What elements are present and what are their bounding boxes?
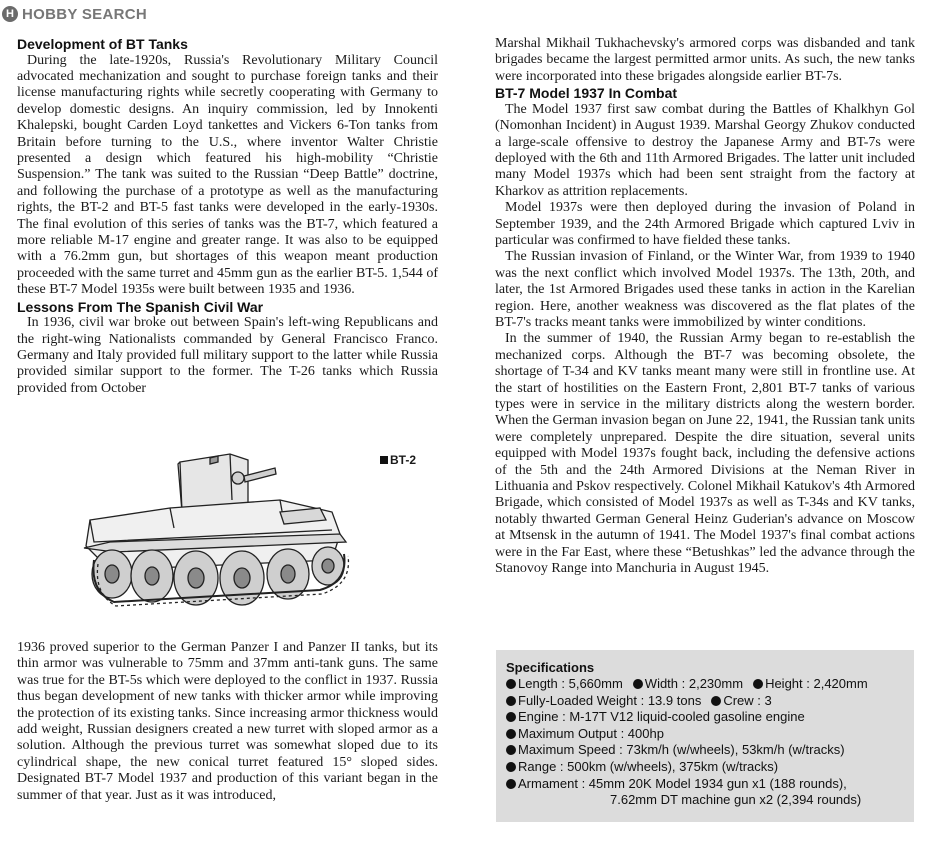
- spec-armament-2: 7.62mm DT machine gun x2 (2,394 rounds): [610, 792, 862, 808]
- spec-row-engine: [506, 709, 914, 726]
- spec-weight: Fully-Loaded Weight : 13.9 tons: [518, 692, 702, 708]
- spec-output: Maximum Output : 400hp: [518, 725, 664, 741]
- spec-range: Range : 500km (w/wheels), 375km (w/tracks): [518, 758, 779, 774]
- right-column: [495, 36, 915, 578]
- paragraph-tukhachevsky: Marshal Mikhail Tukhachevsky's armored corps was disbanded and tank brigades became the largest permitted armor units. As such, the new tanks were incorporated into these brigades alongside earlier BT-7s.: [495, 36, 915, 84]
- site-logo-text[interactable]: HOBBY SEARCH: [22, 5, 148, 23]
- paragraph-new-turret: 1936 proved superior to the German Panzer I and Panzer II tanks, but its thin armor was vulnerable to 75mm and 37mm anti-tank guns. The same was true for the BT-5s which were deployed to the conflict in 1937. Russia thus began development of new tanks with thicker armor while improving the protection of its existing tanks. Since increasing armor thickness would add weight, Russian designers created a new turret with sloped armor as a solution. Although the previous turret was somewhat sloped due to its cylindrical shape, the new conical turret featured 15° sloped sides. Designated BT-7 Model 1937 and production of this variant began in the summer of that year. Just as it was introduced,: [17, 640, 438, 803]
- spec-width: Width : 2,230mm: [644, 676, 744, 691]
- left-column-top: [17, 36, 438, 397]
- paragraph-spanish-civil-war: In 1936, civil war broke out between Spain's left-wing Republicans and the right-wing Nationalists commanded by General Francisco Franco. Germany and Italy provided full military support to the latter while Russia provided similar support to the former. The T-26 tanks which Russia provided from October: [17, 315, 438, 396]
- bullet-icon: [506, 762, 516, 772]
- spec-crew: Crew : 3: [723, 692, 772, 708]
- logo-icon: H: [2, 6, 18, 22]
- bullet-icon: [711, 696, 721, 706]
- heading-development: Development of BT Tanks: [17, 36, 188, 52]
- spec-height: Height : 2,420mm: [765, 676, 868, 691]
- spec-speed: Maximum Speed : 73km/h (w/wheels), 53km/h (w/tracks): [518, 742, 845, 758]
- bullet-icon: [753, 679, 763, 689]
- figure-label-text: BT-2: [390, 453, 417, 467]
- spec-engine: Engine : M-17T V12 liquid-cooled gasoline engine: [518, 709, 805, 725]
- site-header: [2, 2, 147, 26]
- spec-row-range: [506, 759, 914, 776]
- paragraph-khalkhyn-gol: The Model 1937 first saw combat during the Battles of Khalkhyn Gol (Nomonhan Incident) in August 1939. Marshal Georgy Zhukov conducted a large-scale offensive to destroy the Japanese Army and BT-7s were deployed with the 6th and 11th Armored Brigades. The latter unit included many Model 1937s which had been sent straight from the factory at Kharkov as attrition replacements.: [495, 101, 915, 199]
- paragraph-development: During the late-1920s, Russia's Revolutionary Military Council advocated mechanization and sought to purchase foreign tanks and their license manufacturing rights while secretly cooperating with Germany to develop domestic designs. An inquiry commission, led by Innokenti Khalepski, bought Carden Loyd tankettes and Vickers 6-Ton tanks from Britain before turning to the U.S., where inventor Walter Christie presented a design which featured his high-mobility “Christie Suspension.” The tank was suited to the Russian “Deep Battle” doctrine, and following the purchase of a prototype as well as the manufacturing rights, the BT-2 and BT-5 fast tanks were developed in the early-1930s. The final evolution of this series of tanks was the BT-7, which featured a more reliable M-17 engine and greater range. It was also to be equipped with a 76.2mm gun, but shortages of this weapon meant production proceeded with the same turret and 45mm gun as the earlier BT-5. 1,544 of these BT-7 Model 1935s were built between 1935 and 1936.: [17, 52, 438, 298]
- spec-armament-1: Armament : 45mm 20K Model 1934 gun x1 (188 rounds),: [518, 775, 847, 791]
- bullet-icon: [506, 696, 516, 706]
- paragraph-eastern-front: In the summer of 1940, the Russian Army began to re-establish the mechanized corps. Although the BT-7 was becoming obsolete, the shortage of T-34 and KV tanks meant many were still in frontline use. At the start of hostilities on the Eastern Front, 2,801 BT-7 tanks of various types were in service in the military districts along the western border. When the German invasion began on June 22, 1941, the Russian tank units were completely unprepared. Despite the dire situation, several units equipped with Model 1937s fought back, including the defensive actions of the 5th and the 24th Armored Divisions at the Neman River in Lithuania and Pskov respectively. Colonel Mikhail Katukov's 4th Armored Brigade, which consisted of Model 1937s as well as T-34s and KV tanks, notably thwarted German General Heinz Guderian's advance on Moscow at Mtsensk in the autumn of 1941. The Model 1937's final combat actions were in the Far East, where these “Betushkas” led the advance through the Stanovoy Range into Manchuria in August 1945.: [495, 331, 915, 577]
- bullet-icon: [506, 712, 516, 722]
- heading-combat: BT-7 Model 1937 In Combat: [495, 85, 678, 102]
- spec-row-dimensions: [506, 676, 914, 693]
- spec-row-weight: [506, 693, 914, 710]
- bullet-icon: [506, 729, 516, 739]
- bt2-tank-illustration: [70, 442, 360, 632]
- specifications-title: Specifications: [506, 660, 595, 675]
- spec-row-armament: [506, 776, 914, 793]
- spec-row-armament-2: [506, 792, 914, 809]
- square-bullet-icon: [380, 456, 388, 464]
- left-column-bottom: [17, 640, 438, 804]
- spec-row-output: [506, 726, 914, 743]
- spec-row-speed: [506, 742, 914, 759]
- bullet-icon: [506, 779, 516, 789]
- heading-spanish-civil-war: Lessons From The Spanish Civil War: [17, 298, 264, 315]
- figure-label: [380, 453, 416, 467]
- bullet-icon: [506, 679, 516, 689]
- spec-length: Length : 5,660mm: [518, 676, 623, 691]
- paragraph-poland: Model 1937s were then deployed during the invasion of Poland in September 1939, and the 24th Armored Brigade which captured Lviv in particular was confirmed to have fielded these tanks.: [495, 200, 915, 248]
- bullet-icon: [506, 745, 516, 755]
- bullet-icon: [633, 679, 643, 689]
- paragraph-finland: The Russian invasion of Finland, or the Winter War, from 1939 to 1940 was the next conflict which involved Model 1937s. The 13th, 20th, and later, the 1st Armored Brigades used these tanks in action in the Karelian region. Here, another weakness was discovered as the flat plates of the BT-7's tracks meant tanks were immobilized by winter conditions.: [495, 249, 915, 330]
- specifications-box: [496, 650, 914, 822]
